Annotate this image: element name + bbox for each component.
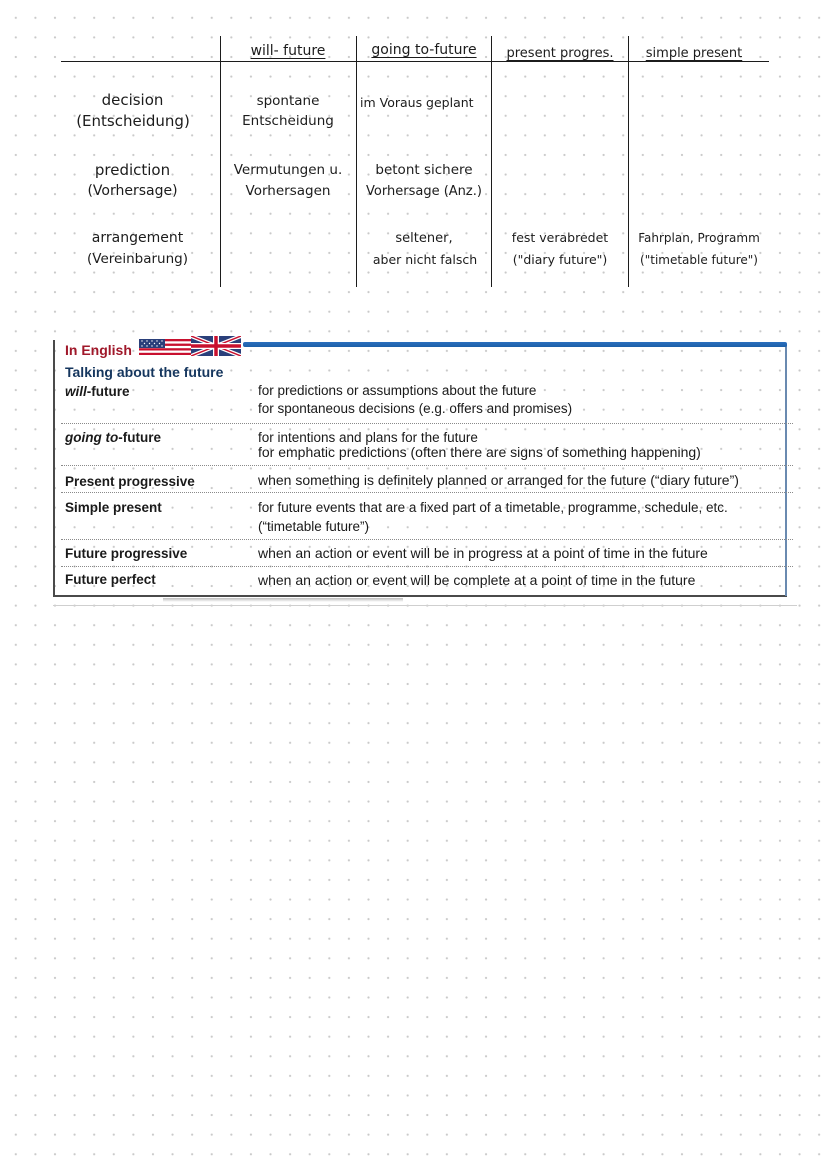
cell-arrangement-simple: Fahrplan, Programm (638, 231, 760, 245)
cell-arrangement-going: aber nicht falsch (372, 252, 478, 267)
term-italic: going to (65, 430, 119, 445)
row-separator (61, 465, 793, 466)
header-present-progressive: present progres. (506, 46, 614, 61)
usage-line: when an action or event will be complete at a point of time in the future (258, 572, 696, 588)
cell-prediction-will: Vermutungen u. (233, 162, 343, 178)
header-accent-bar (243, 342, 787, 347)
cell-prediction-going: Vorhersage (Anz.) (366, 184, 482, 199)
row-separator (61, 566, 793, 567)
usage-line: for future events that are a fixed part of a timetable, programme, schedule, etc. (258, 500, 728, 515)
cell-decision-going: im Voraus geplant (360, 95, 474, 110)
usage-line: (“timetable future”) (258, 519, 370, 534)
box-border (53, 340, 55, 596)
term-going-to-future (65, 428, 161, 447)
cell-arrangement-progressive: fest verabredet (511, 230, 609, 245)
term-future-progressive (65, 544, 187, 563)
term-rest: Future progressive (65, 546, 188, 561)
term-italic: will (65, 384, 87, 399)
term-rest: -future (118, 430, 161, 445)
term-rest: Future perfect (65, 572, 156, 587)
row-label-decision-de: (Entscheidung) (76, 112, 190, 130)
usage-line: for emphatic predictions (often there are signs of something happening) (258, 444, 701, 460)
cell-arrangement-going: seltener, (395, 231, 453, 246)
term-will-future (65, 382, 130, 401)
row-separator (61, 423, 793, 424)
row-separator (61, 492, 793, 493)
usage-line: for predictions or assumptions about the future (258, 383, 537, 398)
term-future-perfect (65, 570, 156, 589)
cell-prediction-will: Vorhersagen (245, 183, 331, 199)
uk-flag-icon (191, 336, 241, 356)
usage-line: when an action or event will be in progress at a point of time in the future (258, 545, 708, 561)
row-separator (61, 539, 793, 540)
row-label-arrangement: arrangement (91, 230, 184, 246)
textbook-title: Talking about the future (65, 364, 224, 380)
cell-decision-will: Entscheidung (242, 113, 334, 129)
textbook-excerpt (53, 332, 787, 598)
row-label-decision: decision (101, 91, 164, 109)
term-rest: -future (86, 384, 130, 399)
box-border (785, 344, 787, 596)
usage-line: for intentions and plans for the future (258, 430, 478, 445)
header-will-future: will- future (250, 43, 326, 59)
row-label-arrangement-de: (Vereinbarung) (87, 251, 188, 267)
header-simple-present: simple present (645, 46, 743, 61)
page-rule (53, 605, 797, 606)
row-label-prediction-de: (Vorhersage) (87, 183, 178, 199)
term-rest: Simple present (65, 500, 162, 515)
cell-arrangement-progressive: ("diary future") (512, 252, 608, 267)
term-simple-present (65, 498, 162, 517)
us-flag-icon (139, 339, 191, 355)
box-border (53, 595, 787, 597)
row-label-prediction: prediction (94, 161, 171, 179)
term-present-progressive (65, 472, 195, 491)
usage-line: for spontaneous decisions (e.g. offers and promises) (258, 401, 573, 416)
usage-line: when something is definitely planned or arranged for the future (“diary future”) (258, 472, 739, 488)
cell-decision-will: spontane (256, 93, 320, 109)
term-rest: Present progressive (65, 474, 195, 489)
cell-prediction-going: betont sichere (375, 162, 473, 178)
language-badge: In English (65, 342, 132, 358)
header-going-to-future: going to-future (371, 42, 477, 58)
box-shadow (163, 598, 403, 602)
cell-arrangement-simple: ("timetable future") (640, 253, 758, 267)
